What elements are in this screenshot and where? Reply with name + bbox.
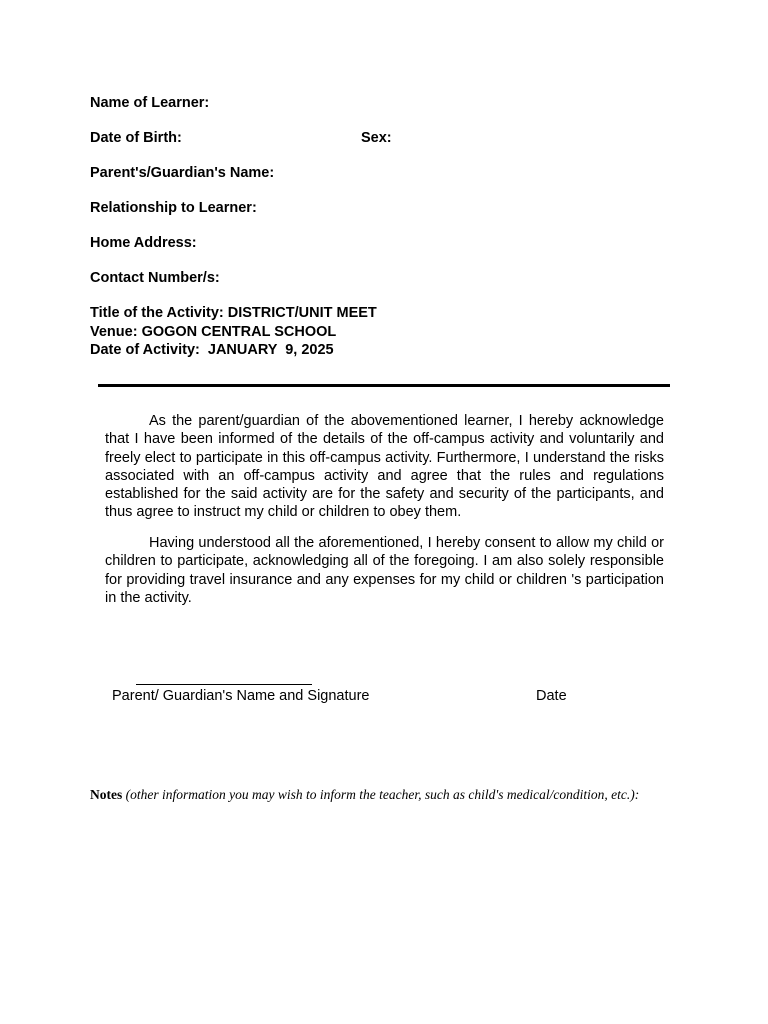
- signature-name-label: Parent/ Guardian's Name and Signature: [112, 688, 370, 704]
- consent-paragraph-1: As the parent/guardian of the abovementioned learner, I hereby acknowledge that I have been informed of the details of the off-campus activity and voluntarily and freely elect to participate in this off-campus activity. Furthermore, I understand the risks associated with an off-campus activity and agree that the rules and regulations established for the said activity are for the safety and security of the participants, and thus agree to instruct my child or children to obey them.: [105, 413, 664, 521]
- section-divider: [98, 384, 670, 387]
- notes-title: Notes: [90, 787, 123, 802]
- activity-title: Title of the Activity: DISTRICT/UNIT MEET: [90, 305, 377, 321]
- home-address-label: Home Address:: [90, 235, 197, 251]
- signature-date-label: Date: [536, 688, 567, 704]
- guardian-name-label: Parent's/Guardian's Name:: [90, 165, 275, 181]
- relationship-label: Relationship to Learner:: [90, 200, 257, 216]
- contact-number-label: Contact Number/s:: [90, 270, 220, 286]
- activity-date: Date of Activity: JANUARY 9, 2025: [90, 342, 334, 358]
- date-of-birth-label: Date of Birth:: [90, 130, 182, 146]
- activity-details: [90, 304, 377, 360]
- sex-label: Sex:: [361, 130, 392, 146]
- notes-hint: (other information you may wish to inform the teacher, such as child's medical/condition, etc.):: [125, 787, 640, 802]
- notes-section: [90, 786, 639, 804]
- consent-paragraph-2: Having understood all the aforementioned, I hereby consent to allow my child or children to participate, acknowledging all of the foregoing. I am also solely responsible for providing travel insurance and any expenses for my child or children 's participation in the activity.: [105, 535, 664, 606]
- learner-name-label: Name of Learner:: [90, 95, 210, 111]
- activity-venue: Venue: GOGON CENTRAL SCHOOL: [90, 323, 337, 340]
- signature-line: [136, 684, 312, 685]
